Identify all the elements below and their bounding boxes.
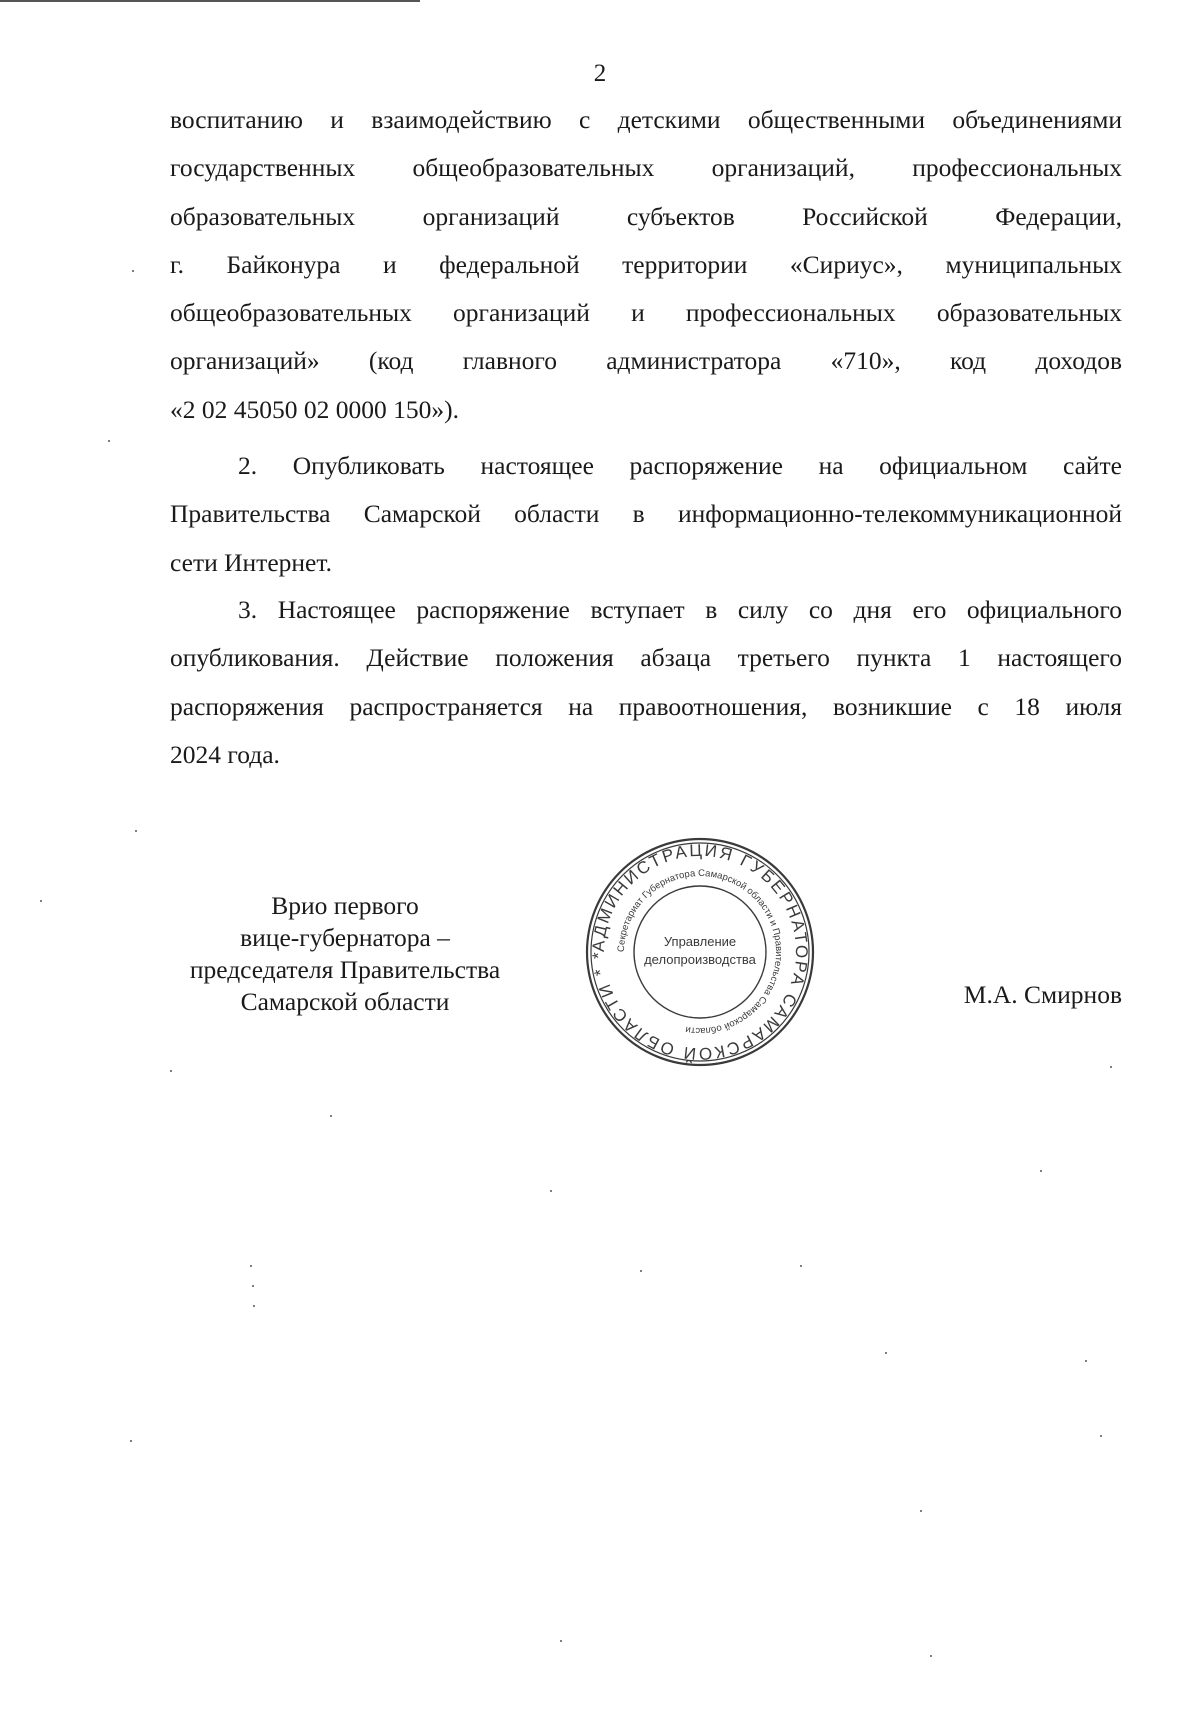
text-line: «2 02 45050 02 0000 150»). <box>170 394 459 424</box>
page-number: 2 <box>593 60 607 87</box>
scan-speck <box>330 1115 332 1117</box>
paragraph-item-2 <box>170 442 1122 587</box>
text-line: 2. Опубликовать настоящее распоряжение на официальном сайте <box>238 451 1122 480</box>
scan-speck <box>108 440 110 442</box>
scan-speck <box>170 1070 172 1072</box>
seal-center-line: делопроизводства <box>644 952 756 967</box>
scan-speck <box>550 1190 552 1192</box>
scan-speck <box>920 1510 922 1512</box>
scan-speck <box>1085 1360 1087 1362</box>
text-line: общеобразовательных организаций и профессиональных образовательных <box>170 298 1122 328</box>
text-line: 3. Настоящее распоряжение вступает в силу со дня его официального <box>238 595 1122 624</box>
scan-speck <box>130 1440 132 1442</box>
scan-speck <box>253 1305 255 1307</box>
seal-inner-text: Секретариат Губернатора Самарской области и Правительства Самарской области <box>615 867 785 1037</box>
text-line: опубликования. Действие положения абзаца третьего пункта 1 настоящего <box>170 643 1122 673</box>
scan-speck <box>800 1265 802 1267</box>
official-seal-stamp <box>580 832 820 1072</box>
text-line: Правительства Самарской области в информационно-телекоммуникационной <box>170 499 1122 529</box>
text-line: воспитанию и взаимодействию с детскими общественными объединениями <box>170 105 1122 134</box>
seal-center-line: Управление <box>663 934 737 949</box>
text-line: государственных общеобразовательных организаций, профессиональных <box>170 153 1122 183</box>
signatory-line: вице-губернатора – <box>240 923 450 952</box>
top-rule <box>0 0 420 2</box>
paragraph-intro <box>170 96 1122 434</box>
scan-speck <box>250 1265 252 1267</box>
seal-outer-text: АДМИНИСТРАЦИЯ ГУБЕРНАТОРА САМАРСКОЙ ОБЛАСТИ * * <box>588 840 812 1064</box>
scan-speck <box>252 1285 254 1287</box>
text-line: сети Интернет. <box>170 547 332 577</box>
scan-speck <box>1110 1066 1112 1068</box>
scan-speck <box>885 1352 887 1354</box>
text-line: образовательных организаций субъектов Российской Федерации, <box>170 201 1122 231</box>
signatory-line: председателя Правительства <box>189 955 501 984</box>
text-line: г. Байконура и федеральной территории «Сириус», муниципальных <box>170 249 1122 279</box>
scan-speck <box>40 900 42 902</box>
scan-speck <box>1100 1435 1102 1437</box>
scan-speck <box>560 1640 562 1642</box>
text-line: распоряжения распространяется на правоотношения, возникшие с 18 июля <box>170 691 1122 721</box>
signatory-title <box>160 890 530 1018</box>
scan-speck <box>640 1270 642 1272</box>
text-line: организаций» (код главного администратора «710», код доходов <box>170 346 1122 376</box>
signature-name: М.А. Смирнов <box>963 980 1122 1009</box>
signatory-line: Врио первого <box>271 891 419 920</box>
signatory-line: Самарской области <box>240 987 450 1016</box>
scan-speck <box>930 1655 932 1657</box>
text-line: 2024 года. <box>170 739 280 769</box>
scan-speck <box>135 830 137 832</box>
scan-speck <box>132 270 134 272</box>
paragraph-item-3 <box>170 586 1122 779</box>
scan-speck <box>1040 1170 1042 1172</box>
